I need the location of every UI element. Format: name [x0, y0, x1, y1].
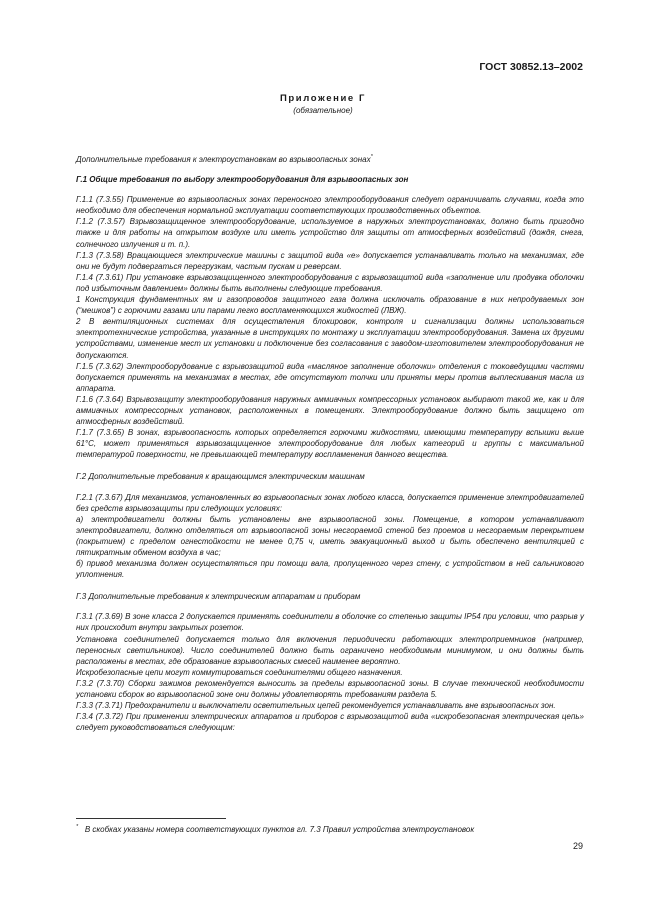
footnote [76, 822, 584, 835]
footnote-marker: * [370, 154, 373, 160]
section-heading-g3: Г.3 Дополнительные требования к электрическим аппаратам и приборам [76, 592, 361, 602]
page-number: 29 [572, 841, 583, 851]
section-heading-g2: Г.2 Дополнительные требования к вращающимся электрическим машинам [76, 472, 365, 482]
clause-g1-4-item-2: 2 В вентиляционных системах для осуществления блокировок, контроля и сигнализации должны использоваться электротехнические устройства, указанные в инструкциях по монтажу и эксплуатации электрооборудования. Замена их другими устройствами, изменение мест их установки и подключение без согласования с заводом-изготовителем электрооборудования не допускаются. [76, 317, 584, 360]
section-heading-g1: Г.1 Общие требования по выбору электрооборудования для взрывоопасных зон [76, 175, 409, 185]
clause-g2-1-item-b: б) привод механизма должен осуществляться при помощи вала, пропущенного через стену, с устройством в ней сальникового уплотнения. [76, 559, 584, 580]
clause-g1-7: Г.1.7 (7.3.65) В зонах, взрывоопасность которых определяется горючими жидкостями, имеющими температуру вспышки выше 61°С, может применяться взрывозащищенное электрооборудование для любых категорий и группы с максимальной температурой поверхности, не превышающей температуру воспламенения данного вещества. [76, 428, 584, 460]
clause-g3-1-para-3: Искробезопасные цепи могут коммутироваться соединителями общего назначения. [76, 667, 403, 677]
appendix-title: Приложение Г [279, 93, 367, 104]
clause-g3-1: Г.3.1 (7.3.69) В зоне класса 2 допускается применять соединители в оболочке со степенью защиты IP54 при условии, что разрыв у них происходит внутри закрытых розеток. [76, 612, 584, 633]
clause-g1-4-item-1: 1 Конструкция фундаментных ям и газопроводов защитного газа должна исключать образование в них непродуваемых зон (“мешков”) с горючими газами или парами легко воспламеняющихся жидкостей (ЛВЖ). [76, 295, 584, 316]
footnote-text: В скобках указаны номера соответствующих пунктов гл. 7.3 Правил устройства электроустановок [84, 825, 475, 834]
clause-g3-2: Г.3.2 (7.3.70) Сборки зажимов рекомендуется выносить за пределы взрывоопасной зоны. В случае технической необходимости установки сборок во взрывоопасной зоне они должны удовлетворять требованиям раздела 5. [76, 678, 584, 700]
clause-g3-4: Г.3.4 (7.3.72) При применении электрических аппаратов и приборов с взрывозащитой вида «искробезопасная электрическая цепь» следует руководствоваться следующим: [76, 712, 584, 733]
clause-g2-1: Г.2.1 (7.3.67) Для механизмов, установленных во взрывоопасных зонах любого класса, допускается применение электродвигателей без средств взрывозащиты при следующих условиях: [76, 492, 584, 513]
footnote-divider [76, 818, 226, 819]
clause-g1-4: Г.1.4 (7.3.61) При установке взрывозащищенного электрооборудования с взрывозащитой вида «заполнение или продувка оболочки под избыточным давлением» должны быть выполнены следующие требования. [76, 272, 584, 293]
clause-g1-2: Г.1.2 (7.3.57) Взрывозащищенное электрооборудование, используемое в наружных электроустановках, должно быть пригодно также и для работы на открытом воздухе или иметь устройство для защиты от атмосферных воздействий (дождя, снега, солнечного излучения и т. п.). [76, 217, 584, 249]
clause-g3-3: Г.3.3 (7.3.71) Предохранители и выключатели осветительных цепей рекомендуется устанавливать вне взрывоопасных зон. [76, 701, 556, 711]
document-body [76, 152, 584, 733]
clause-g1-3: Г.1.3 (7.3.58) Вращающиеся электрические машины с защитой вида «е» допускается устанавливать только на механизмах, где они не будут подвергаться перегрузкам, частым пускам и реверсам. [76, 250, 584, 271]
intro-text: Дополнительные требования к электроустановкам во взрывоопасных зонах [76, 155, 371, 164]
clause-g2-1-item-a: а) электродвигатели должны быть установлены вне взрывоопасной зоны. Помещение, в котором устанавливают электродвигатели, должно отделяться от взрывоопасной зоны несгораемой стеной без проемов и несгораемым перекрытием (покрытием) с пределом огнестойкости не менее 0,75 ч, иметь эвакуационный выход и быть обеспечено вентиляцией с пятикратным обменом воздуха в час; [76, 514, 584, 557]
intro-line [76, 152, 584, 165]
clause-g3-1-para-2: Установка соединителей допускается только для включения периодически работающих электроприемников (например, переносных светильников). Число соединителей должно быть ограничено необходимым минимумом, и они должны быть расположены в местах, где образование взрывоопасных смесей наименее вероятно. [76, 634, 584, 666]
clause-g1-6: Г.1.6 (7.3.64) Взрывозащиту электрооборудования наружных аммиачных компрессорных установок выбирают такой же, как и для аммиачных компрессорных установок, расположенных в помещениях. Электрооборудование должно быть защищено от атмосферных воздействий. [76, 394, 584, 427]
clause-g1-5: Г.1.5 (7.3.62) Электрооборудование с взрывозащитой вида «масляное заполнение оболочки» отделения с токоведущими частями допускается применять на механизмах в местах, где отсутствуют толчки или приняты меры против выплескивания масла из аппарата. [76, 361, 584, 393]
footnote-mark: * [76, 824, 79, 830]
clause-g1-1: Г.1.1 (7.3.55) Применение во взрывоопасных зонах переносного электрооборудования следует ограничивать случаями, когда это необходимо для обеспечения нормальной эксплуатации соответствующих производственных объектов. [76, 195, 584, 216]
appendix-subtitle: (обязательное) [293, 106, 353, 115]
document-code: ГОСТ 30852.13–2002 [479, 61, 583, 73]
